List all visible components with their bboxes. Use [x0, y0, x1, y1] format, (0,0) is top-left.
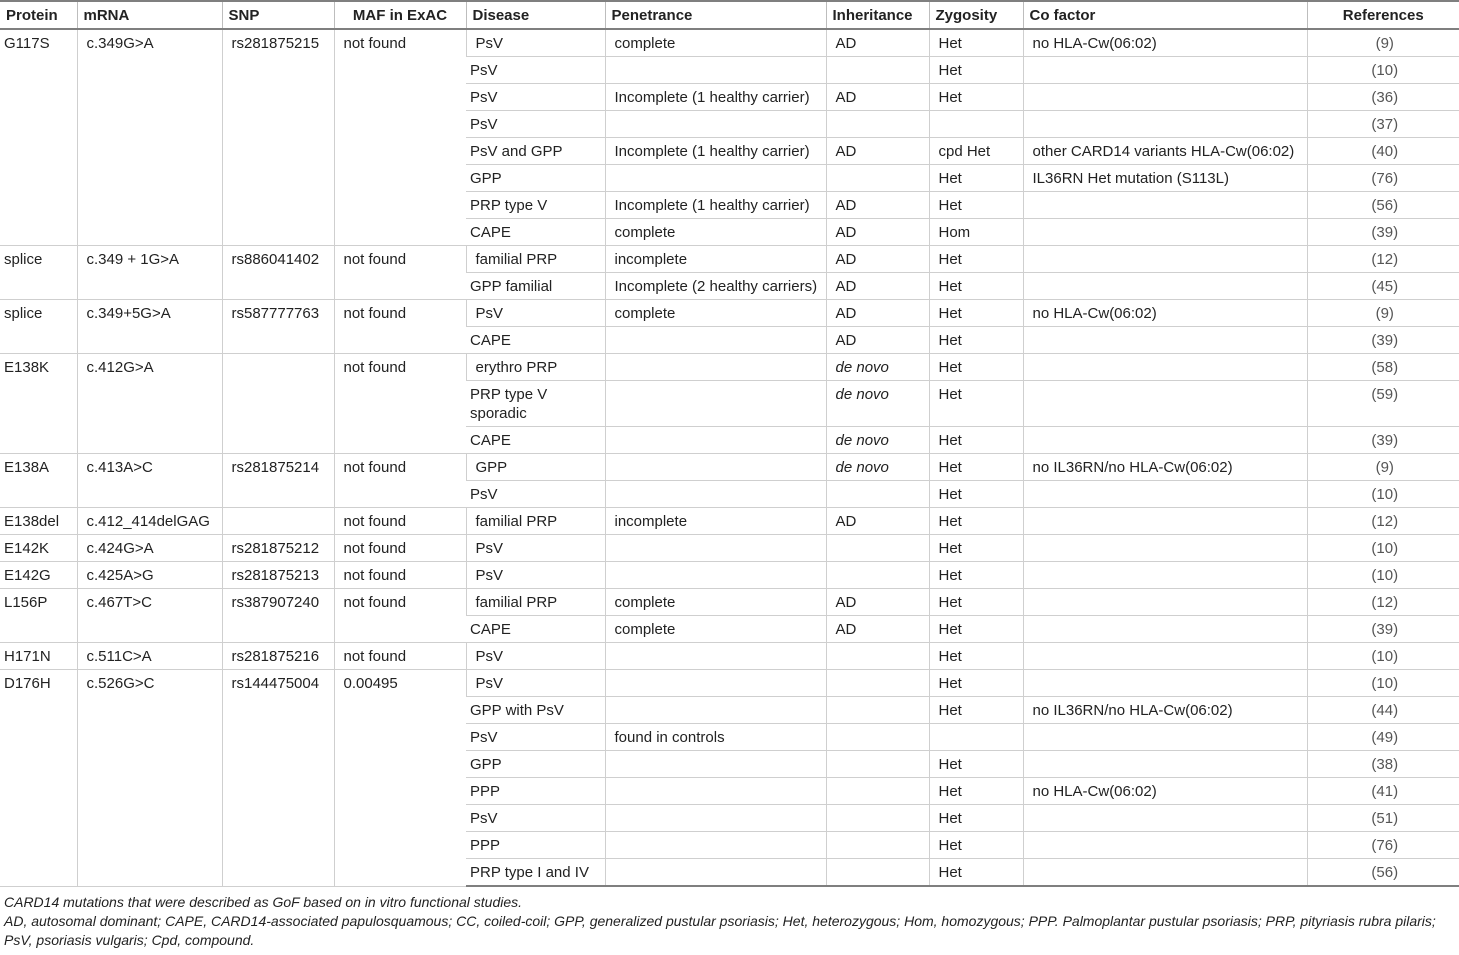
inheritance-cell: [826, 697, 929, 724]
maf-cell: not found: [334, 508, 466, 535]
penetrance-cell: [605, 697, 826, 724]
penetrance-cell: [605, 778, 826, 805]
zygosity-cell: Hom: [929, 219, 1023, 246]
snp-cell: rs281875213: [222, 562, 334, 589]
penetrance-cell: [605, 535, 826, 562]
reference-cell: (39): [1307, 219, 1459, 246]
maf-cell: not found: [334, 589, 466, 643]
inheritance-cell: [826, 643, 929, 670]
penetrance-cell: [605, 751, 826, 778]
protein-cell: H171N: [0, 643, 77, 670]
reference-cell: (51): [1307, 805, 1459, 832]
maf-cell: not found: [334, 300, 466, 354]
penetrance-cell: [605, 481, 826, 508]
penetrance-cell: complete: [605, 589, 826, 616]
disease-cell: familial PRP: [466, 589, 605, 616]
header-inheritance: Inheritance: [826, 1, 929, 29]
table-row: [0, 589, 1459, 616]
penetrance-cell: [605, 670, 826, 697]
reference-cell: (44): [1307, 697, 1459, 724]
disease-cell: PsV: [466, 29, 605, 57]
zygosity-cell: Het: [929, 165, 1023, 192]
cofactor-cell: no HLA-Cw(06:02): [1023, 29, 1307, 57]
mrna-cell: c.349 + 1G>A: [77, 246, 222, 300]
protein-cell: L156P: [0, 589, 77, 643]
penetrance-cell: Incomplete (1 healthy carrier): [605, 138, 826, 165]
maf-cell: not found: [334, 454, 466, 508]
caption-line-2: AD, autosomal dominant; CAPE, CARD14-associated papulosquamous; CC, coiled-coil; GPP, generalized pustular psoriasis; Het, heterozygous; Hom, homozygous; PPP. Palmoplantar pustular psoriasis; PRP, pityriasis rubra pilaris; PsV, psoriasis vulgaris; Cpd, compound.: [4, 913, 1436, 948]
reference-cell: (38): [1307, 751, 1459, 778]
cofactor-cell: [1023, 84, 1307, 111]
mrna-cell: c.349+5G>A: [77, 300, 222, 354]
zygosity-cell: Het: [929, 354, 1023, 381]
cofactor-cell: [1023, 859, 1307, 887]
inheritance-cell: [826, 724, 929, 751]
inheritance-cell: [826, 805, 929, 832]
penetrance-cell: [605, 381, 826, 427]
cofactor-cell: no IL36RN/no HLA-Cw(06:02): [1023, 454, 1307, 481]
snp-cell: rs387907240: [222, 589, 334, 643]
zygosity-cell: Het: [929, 805, 1023, 832]
zygosity-cell: Het: [929, 300, 1023, 327]
inheritance-cell: [826, 481, 929, 508]
penetrance-cell: [605, 562, 826, 589]
header-zygosity: Zygosity: [929, 1, 1023, 29]
reference-cell: (9): [1307, 454, 1459, 481]
reference-cell: (40): [1307, 138, 1459, 165]
protein-cell: E138K: [0, 354, 77, 454]
reference-cell: (36): [1307, 84, 1459, 111]
zygosity-cell: Het: [929, 778, 1023, 805]
zygosity-cell: Het: [929, 192, 1023, 219]
reference-cell: (10): [1307, 535, 1459, 562]
header-maf: MAF in ExAC: [334, 1, 466, 29]
inheritance-cell: [826, 670, 929, 697]
zygosity-cell: Het: [929, 697, 1023, 724]
cofactor-cell: [1023, 381, 1307, 427]
cofactor-cell: [1023, 670, 1307, 697]
maf-cell: not found: [334, 354, 466, 454]
zygosity-cell: Het: [929, 246, 1023, 273]
cofactor-cell: [1023, 535, 1307, 562]
penetrance-cell: found in controls: [605, 724, 826, 751]
cofactor-cell: [1023, 589, 1307, 616]
penetrance-cell: [605, 454, 826, 481]
inheritance-cell: [826, 778, 929, 805]
zygosity-cell: Het: [929, 751, 1023, 778]
penetrance-cell: [605, 643, 826, 670]
reference-cell: (41): [1307, 778, 1459, 805]
disease-cell: familial PRP: [466, 508, 605, 535]
disease-cell: PsV: [466, 111, 605, 138]
disease-cell: GPP familial: [466, 273, 605, 300]
zygosity-cell: Het: [929, 670, 1023, 697]
protein-cell: D176H: [0, 670, 77, 887]
penetrance-cell: incomplete: [605, 246, 826, 273]
table-row: [0, 643, 1459, 670]
header-mrna: mRNA: [77, 1, 222, 29]
disease-cell: GPP: [466, 165, 605, 192]
header-protein: Protein: [0, 1, 77, 29]
snp-cell: rs281875214: [222, 454, 334, 508]
mrna-cell: c.511C>A: [77, 643, 222, 670]
inheritance-cell: [826, 535, 929, 562]
disease-cell: GPP: [466, 751, 605, 778]
penetrance-cell: complete: [605, 616, 826, 643]
penetrance-cell: incomplete: [605, 508, 826, 535]
reference-cell: (37): [1307, 111, 1459, 138]
disease-cell: PsV: [466, 670, 605, 697]
penetrance-cell: complete: [605, 29, 826, 57]
disease-cell: PPP: [466, 832, 605, 859]
disease-cell: CAPE: [466, 427, 605, 454]
disease-cell: erythro PRP: [466, 354, 605, 381]
snp-cell: rs281875216: [222, 643, 334, 670]
cofactor-cell: no HLA-Cw(06:02): [1023, 778, 1307, 805]
caption-line-1: CARD14 mutations that were described as GoF based on in vitro functional studies.: [4, 894, 523, 910]
inheritance-cell: AD: [826, 273, 929, 300]
penetrance-cell: complete: [605, 300, 826, 327]
header-cofactor: Co factor: [1023, 1, 1307, 29]
zygosity-cell: [929, 724, 1023, 751]
reference-cell: (10): [1307, 57, 1459, 84]
inheritance-cell: AD: [826, 192, 929, 219]
maf-cell: not found: [334, 29, 466, 246]
maf-cell: not found: [334, 246, 466, 300]
maf-cell: 0.00495: [334, 670, 466, 887]
table-row: [0, 508, 1459, 535]
disease-cell: PsV: [466, 724, 605, 751]
reference-cell: (39): [1307, 427, 1459, 454]
reference-cell: (49): [1307, 724, 1459, 751]
table-caption: [0, 887, 1459, 950]
snp-cell: rs144475004: [222, 670, 334, 887]
inheritance-cell: [826, 111, 929, 138]
table-body: [0, 29, 1459, 886]
zygosity-cell: Het: [929, 859, 1023, 887]
disease-cell: CAPE: [466, 616, 605, 643]
zygosity-cell: Het: [929, 454, 1023, 481]
inheritance-cell: AD: [826, 508, 929, 535]
mrna-cell: c.412G>A: [77, 354, 222, 454]
disease-cell: PsV: [466, 481, 605, 508]
penetrance-cell: [605, 805, 826, 832]
cofactor-cell: [1023, 427, 1307, 454]
snp-cell: rs587777763: [222, 300, 334, 354]
protein-cell: splice: [0, 300, 77, 354]
cofactor-cell: IL36RN Het mutation (S113L): [1023, 165, 1307, 192]
inheritance-cell: [826, 165, 929, 192]
disease-cell: PPP: [466, 778, 605, 805]
table-row: [0, 246, 1459, 273]
cofactor-cell: [1023, 246, 1307, 273]
inheritance-cell: [826, 751, 929, 778]
disease-cell: PRP type V: [466, 192, 605, 219]
zygosity-cell: Het: [929, 535, 1023, 562]
inheritance-cell: AD: [826, 589, 929, 616]
reference-cell: (10): [1307, 481, 1459, 508]
cofactor-cell: [1023, 219, 1307, 246]
reference-cell: (39): [1307, 616, 1459, 643]
inheritance-cell: AD: [826, 300, 929, 327]
disease-cell: familial PRP: [466, 246, 605, 273]
snp-cell: [222, 354, 334, 454]
zygosity-cell: Het: [929, 273, 1023, 300]
zygosity-cell: Het: [929, 643, 1023, 670]
header-penetrance: Penetrance: [605, 1, 826, 29]
header-disease: Disease: [466, 1, 605, 29]
cofactor-cell: other CARD14 variants HLA-Cw(06:02): [1023, 138, 1307, 165]
zygosity-cell: Het: [929, 29, 1023, 57]
header-snp: SNP: [222, 1, 334, 29]
reference-cell: (12): [1307, 246, 1459, 273]
zygosity-cell: Het: [929, 57, 1023, 84]
disease-cell: GPP with PsV: [466, 697, 605, 724]
reference-cell: (39): [1307, 327, 1459, 354]
cofactor-cell: [1023, 327, 1307, 354]
cofactor-cell: [1023, 354, 1307, 381]
penetrance-cell: [605, 427, 826, 454]
reference-cell: (10): [1307, 562, 1459, 589]
inheritance-cell: [826, 57, 929, 84]
inheritance-cell: AD: [826, 29, 929, 57]
penetrance-cell: [605, 57, 826, 84]
snp-cell: rs281875215: [222, 29, 334, 246]
zygosity-cell: Het: [929, 481, 1023, 508]
penetrance-cell: [605, 111, 826, 138]
mrna-cell: c.425A>G: [77, 562, 222, 589]
mrna-cell: c.412_414delGAG: [77, 508, 222, 535]
reference-cell: (10): [1307, 643, 1459, 670]
disease-cell: CAPE: [466, 327, 605, 354]
table-row: [0, 535, 1459, 562]
mrna-cell: c.467T>C: [77, 589, 222, 643]
cofactor-cell: [1023, 273, 1307, 300]
penetrance-cell: [605, 832, 826, 859]
disease-cell: PsV: [466, 57, 605, 84]
protein-cell: E138del: [0, 508, 77, 535]
cofactor-cell: [1023, 643, 1307, 670]
inheritance-cell: [826, 562, 929, 589]
inheritance-cell: [826, 832, 929, 859]
cofactor-cell: [1023, 192, 1307, 219]
inheritance-cell: AD: [826, 219, 929, 246]
table-row: [0, 300, 1459, 327]
reference-cell: (56): [1307, 192, 1459, 219]
mrna-cell: c.526G>C: [77, 670, 222, 887]
cofactor-cell: [1023, 562, 1307, 589]
cofactor-cell: [1023, 832, 1307, 859]
disease-cell: GPP: [466, 454, 605, 481]
zygosity-cell: Het: [929, 84, 1023, 111]
reference-cell: (76): [1307, 165, 1459, 192]
cofactor-cell: no HLA-Cw(06:02): [1023, 300, 1307, 327]
disease-cell: PsV: [466, 562, 605, 589]
cofactor-cell: [1023, 616, 1307, 643]
reference-cell: (58): [1307, 354, 1459, 381]
zygosity-cell: Het: [929, 616, 1023, 643]
reference-cell: (59): [1307, 381, 1459, 427]
zygosity-cell: cpd Het: [929, 138, 1023, 165]
cofactor-cell: [1023, 805, 1307, 832]
penetrance-cell: [605, 165, 826, 192]
inheritance-cell: AD: [826, 616, 929, 643]
table-row: [0, 454, 1459, 481]
snp-cell: rs281875212: [222, 535, 334, 562]
penetrance-cell: Incomplete (2 healthy carriers): [605, 273, 826, 300]
cofactor-cell: [1023, 751, 1307, 778]
inheritance-cell: de novo: [826, 381, 929, 427]
mrna-cell: c.349G>A: [77, 29, 222, 246]
inheritance-cell: AD: [826, 327, 929, 354]
cofactor-cell: [1023, 481, 1307, 508]
reference-cell: (76): [1307, 832, 1459, 859]
maf-cell: not found: [334, 535, 466, 562]
reference-cell: (56): [1307, 859, 1459, 887]
header-row: [0, 1, 1459, 29]
mrna-cell: c.413A>C: [77, 454, 222, 508]
header-references: References: [1307, 1, 1459, 29]
disease-cell: PsV and GPP: [466, 138, 605, 165]
cofactor-cell: [1023, 57, 1307, 84]
penetrance-cell: complete: [605, 219, 826, 246]
penetrance-cell: Incomplete (1 healthy carrier): [605, 84, 826, 111]
table-row: [0, 354, 1459, 381]
inheritance-cell: de novo: [826, 354, 929, 381]
snp-cell: [222, 508, 334, 535]
reference-cell: (45): [1307, 273, 1459, 300]
zygosity-cell: Het: [929, 832, 1023, 859]
disease-cell: PsV: [466, 84, 605, 111]
inheritance-cell: AD: [826, 84, 929, 111]
protein-cell: E138A: [0, 454, 77, 508]
inheritance-cell: AD: [826, 138, 929, 165]
disease-cell: PsV: [466, 300, 605, 327]
disease-cell: PsV: [466, 643, 605, 670]
maf-cell: not found: [334, 643, 466, 670]
penetrance-cell: [605, 859, 826, 887]
reference-cell: (12): [1307, 589, 1459, 616]
inheritance-cell: de novo: [826, 427, 929, 454]
disease-cell: CAPE: [466, 219, 605, 246]
inheritance-cell: AD: [826, 246, 929, 273]
reference-cell: (9): [1307, 29, 1459, 57]
cofactor-cell: [1023, 111, 1307, 138]
penetrance-cell: [605, 327, 826, 354]
table-row: [0, 29, 1459, 57]
inheritance-cell: de novo: [826, 454, 929, 481]
zygosity-cell: Het: [929, 427, 1023, 454]
disease-cell: PsV: [466, 535, 605, 562]
disease-cell: PsV: [466, 805, 605, 832]
penetrance-cell: Incomplete (1 healthy carrier): [605, 192, 826, 219]
table-row: [0, 562, 1459, 589]
cofactor-cell: [1023, 508, 1307, 535]
zygosity-cell: Het: [929, 381, 1023, 427]
zygosity-cell: Het: [929, 327, 1023, 354]
reference-cell: (9): [1307, 300, 1459, 327]
reference-cell: (12): [1307, 508, 1459, 535]
mrna-cell: c.424G>A: [77, 535, 222, 562]
reference-cell: (10): [1307, 670, 1459, 697]
inheritance-cell: [826, 859, 929, 887]
protein-cell: E142G: [0, 562, 77, 589]
disease-cell: PRP type I and IV: [466, 859, 605, 887]
disease-cell: PRP type V sporadic: [466, 381, 605, 427]
protein-cell: splice: [0, 246, 77, 300]
zygosity-cell: Het: [929, 508, 1023, 535]
penetrance-cell: [605, 354, 826, 381]
protein-cell: E142K: [0, 535, 77, 562]
protein-cell: G117S: [0, 29, 77, 246]
snp-cell: rs886041402: [222, 246, 334, 300]
maf-cell: not found: [334, 562, 466, 589]
cofactor-cell: no IL36RN/no HLA-Cw(06:02): [1023, 697, 1307, 724]
zygosity-cell: [929, 111, 1023, 138]
zygosity-cell: Het: [929, 562, 1023, 589]
table-row: [0, 670, 1459, 697]
zygosity-cell: Het: [929, 589, 1023, 616]
cofactor-cell: [1023, 724, 1307, 751]
